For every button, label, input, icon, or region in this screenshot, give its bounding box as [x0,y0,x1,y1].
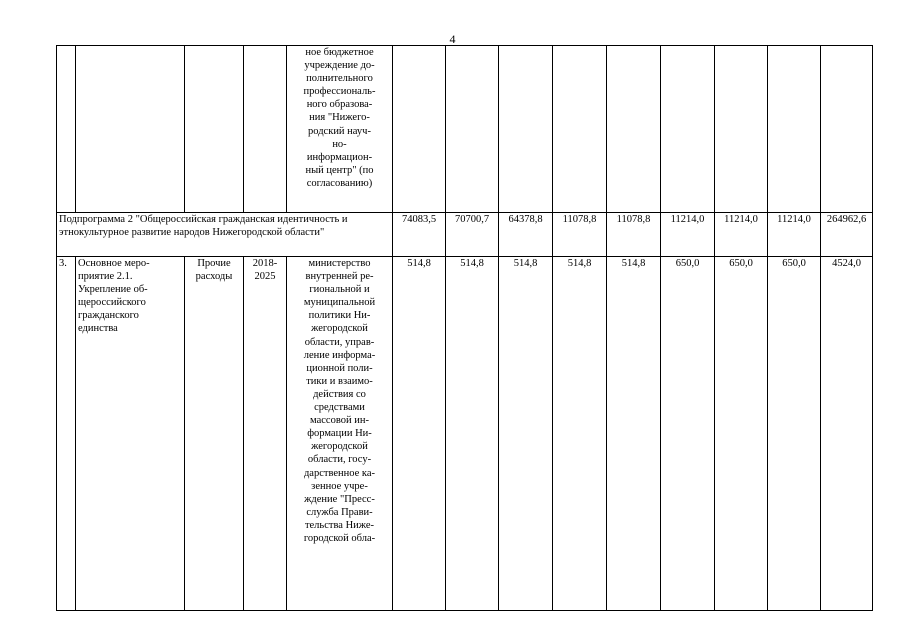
executor-line: массовой ин- [310,415,369,427]
executor-line: политики Ни- [308,310,371,322]
cell-value [768,46,821,213]
executor-line: области, госу- [307,454,372,466]
executor-line: ление информа- [303,349,376,361]
table-row-continuation [57,46,873,213]
cell-number [57,46,76,213]
executor-line: гиональной и [309,284,370,296]
cell-executor [287,257,393,611]
executor-line: муниципальной [303,297,376,309]
period-line: 2025 [254,271,276,283]
cell-value [499,46,553,213]
executor-line: зенное учре- [311,480,368,492]
name-line: щероссийского [78,297,146,309]
executor-line: ный центр" (по [305,164,374,176]
cell-value: 11214,0 [768,213,821,257]
period-line: 2018- [252,258,278,269]
executor-line: городской обла- [303,532,376,544]
executor-line: министерство [308,258,371,269]
executor-line: профессиональ- [303,86,376,98]
program-table [56,45,873,611]
cell-value [715,46,768,213]
cell-value: 650,0 [768,257,821,611]
name-line: гражданского [78,310,139,322]
cell-value: 4524,0 [821,257,873,611]
cell-value: 74083,5 [393,213,446,257]
name-line: Укрепление об- [78,284,148,296]
subprogram-title: Подпрограмма 2 "Общероссийская гражданская идентичность и этнокультурное развитие народов Нижегородской области" [57,213,393,257]
expense-line: Прочие [197,258,231,269]
cell-value: 650,0 [661,257,715,611]
executor-line: внутренней ре- [305,271,374,283]
executor-line: но- [332,138,347,150]
executor-line: ного образова- [306,99,373,111]
table-row-subprogram [57,213,873,257]
cell-period [244,257,287,611]
cell-value: 514,8 [446,257,499,611]
name-line: приятие 2.1. [78,271,133,283]
executor-line: области, управ- [304,336,375,348]
executor-line: средствами [314,402,365,414]
cell-value: 514,8 [499,257,553,611]
cell-value: 11078,8 [553,213,607,257]
page-number: 4 [449,32,456,46]
executor-line: служба Прави- [306,506,373,518]
cell-value [393,46,446,213]
cell-name [76,257,185,611]
executor-line: ния "Нижего- [309,112,370,124]
name-line: единства [78,323,118,335]
executor-line: действия со [313,388,366,400]
executor-line: согласованию) [306,177,373,189]
cell-value: 11214,0 [715,213,768,257]
cell-expense-type [185,46,244,213]
cell-value [446,46,499,213]
name-line: Основное меро- [78,258,150,269]
cell-value [661,46,715,213]
cell-period [244,46,287,213]
cell-value: 514,8 [553,257,607,611]
cell-expense-type [185,257,244,611]
cell-value: 11078,8 [607,213,661,257]
executor-line: ционной поли- [306,362,373,374]
cell-value: 64378,8 [499,213,553,257]
cell-value: 514,8 [607,257,661,611]
executor-line: жегородской [311,441,368,453]
executor-line: ное бюджетное [305,47,374,58]
executor-line: полнительного [306,73,373,85]
expense-line: расходы [195,271,233,283]
executor-line: ждение "Пресс- [304,493,375,505]
cell-value: 11214,0 [661,213,715,257]
executor-line: жегородской [311,323,368,335]
executor-line: формации Ни- [307,428,372,440]
executor-line: информацион- [306,151,373,163]
cell-executor [287,46,393,213]
table-row-measure [57,257,873,611]
cell-value: 70700,7 [446,213,499,257]
cell-value: 514,8 [393,257,446,611]
executor-line: дарственное ка- [303,467,376,479]
cell-number: 3. [57,257,76,611]
cell-value [607,46,661,213]
cell-value [553,46,607,213]
executor-line: тики и взаимо- [306,375,373,387]
executor-line: тельства Ниже- [304,519,375,531]
cell-name [76,46,185,213]
executor-line: родский науч- [308,125,371,137]
cell-value [821,46,873,213]
cell-value: 650,0 [715,257,768,611]
executor-line: учреждение до- [304,60,375,72]
cell-value: 264962,6 [821,213,873,257]
